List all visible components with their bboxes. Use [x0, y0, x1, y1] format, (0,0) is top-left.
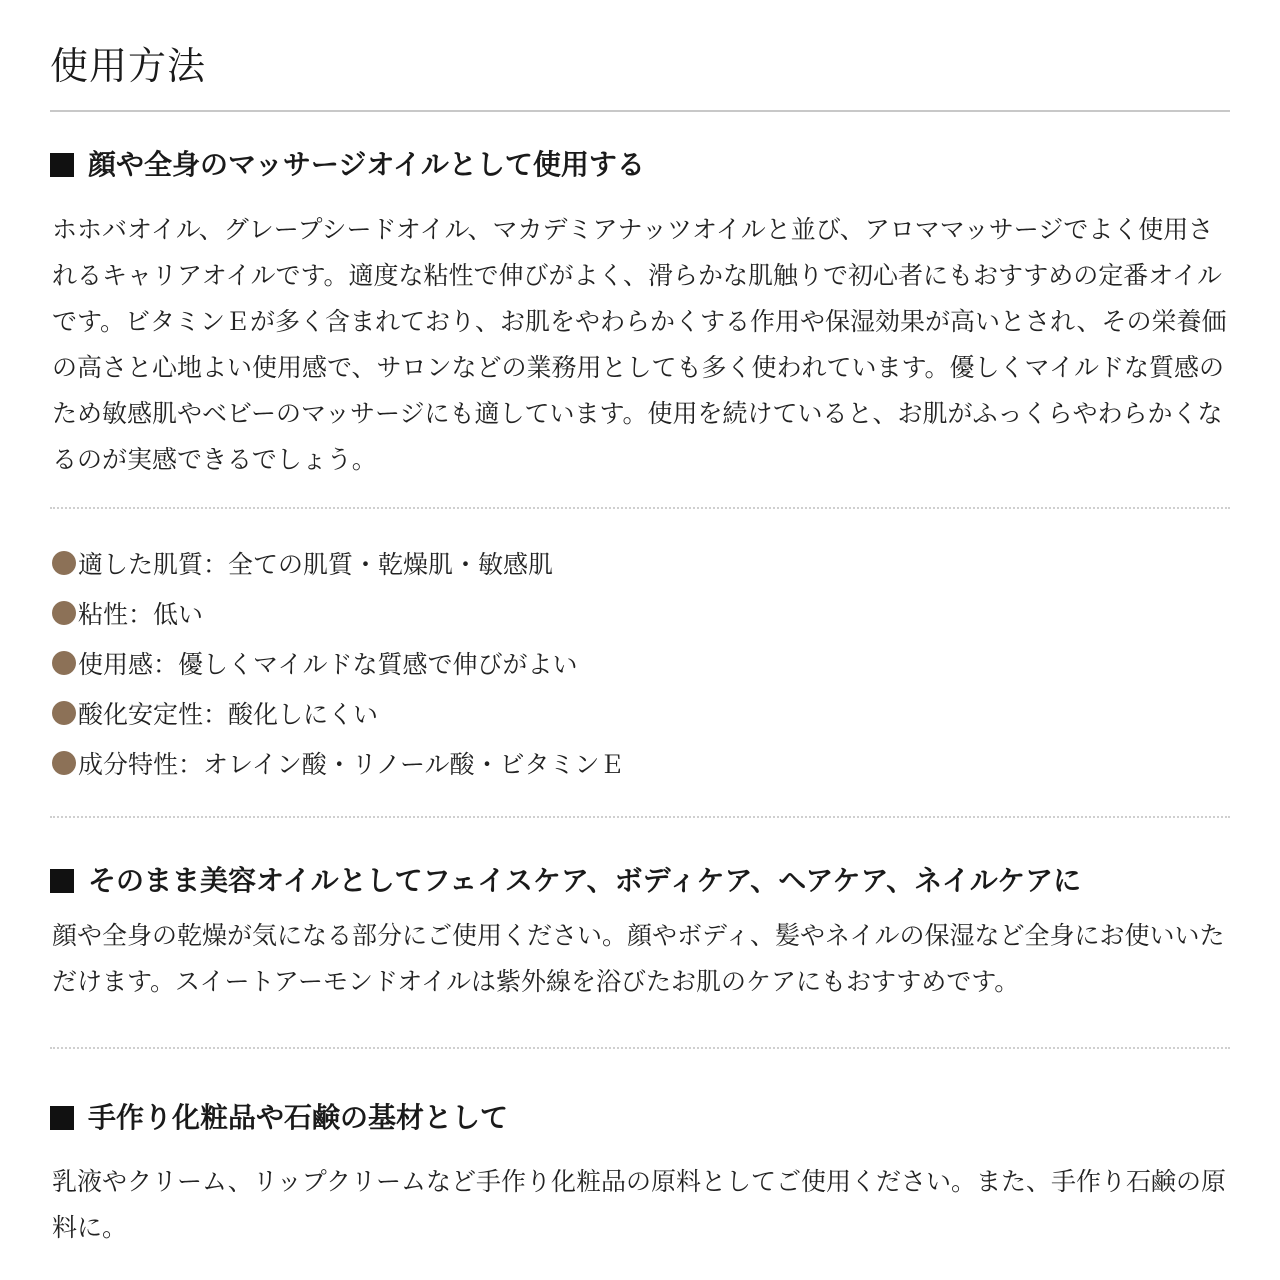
property-label: 使用感	[78, 650, 154, 679]
section-heading-handmade	[50, 1101, 508, 1135]
section-heading-text: 顔や全身のマッサージオイルとして使用する	[88, 148, 645, 181]
circle-bullet-icon	[52, 601, 76, 625]
property-value: 低い	[153, 600, 204, 629]
property-item-viscosity	[52, 588, 625, 638]
property-separator: ：	[178, 750, 204, 779]
dotted-divider	[50, 507, 1230, 509]
title-divider	[50, 110, 1230, 112]
section-body-massage: ホホバオイル、グレープシードオイル、マカデミアナッツオイルと並び、アロママッサージでよく使用されるキャリアオイルです。適度な粘性で伸びがよく、滑らかな肌触りで初心者にもおすすめの定番オイルです。ビタミンＥが多く含まれており、お肌をやわらかくする作用や保湿効果が高いとされ、その栄養価の高さと心地よい使用感で、サロンなどの業務用としても多く使われています。優しくマイルドな質感のため敏感肌やベビーのマッサージにも適しています。使用を続けていると、お肌がふっくらやわらかくなるのが実感できるでしょう。	[52, 215, 1227, 474]
section-heading-massage	[50, 148, 645, 182]
property-label: 適した肌質	[78, 550, 204, 579]
circle-bullet-icon	[52, 651, 76, 675]
property-item-skin-type	[52, 538, 625, 588]
oil-properties-list	[52, 538, 625, 788]
property-label: 粘性	[78, 600, 129, 629]
circle-bullet-icon	[52, 751, 76, 775]
section-heading-text: そのまま美容オイルとしてフェイスケア、ボディケア、ヘアケア、ネイルケアに	[88, 864, 1082, 897]
section-body-handmade: 乳液やクリーム、リップクリームなど手作り化粧品の原料としてご使用ください。また、手作り石鹸の原料に。	[52, 1167, 1227, 1242]
section-heading-text: 手作り化粧品や石鹸の基材として	[88, 1101, 509, 1134]
property-value: 酸化しにくい	[228, 700, 379, 729]
property-separator: ：	[203, 550, 229, 579]
property-separator: ：	[203, 700, 229, 729]
square-bullet-icon	[50, 869, 74, 893]
square-bullet-icon	[50, 1106, 74, 1130]
property-item-components	[52, 738, 625, 788]
property-value: 全ての肌質・乾燥肌・敏感肌	[228, 550, 554, 579]
dotted-divider	[50, 816, 1230, 818]
circle-bullet-icon	[52, 701, 76, 725]
square-bullet-icon	[50, 153, 74, 177]
dotted-divider	[50, 1047, 1230, 1049]
property-value: オレイン酸・リノール酸・ビタミンＥ	[203, 750, 625, 779]
page-title: 使用方法	[50, 44, 207, 88]
property-item-oxidation	[52, 688, 625, 738]
property-separator: ：	[128, 600, 154, 629]
section-heading-beauty-oil	[50, 864, 1081, 898]
property-value: 優しくマイルドな質感で伸びがよい	[178, 650, 578, 679]
property-label: 酸化安定性	[78, 700, 204, 729]
property-label: 成分特性	[78, 750, 179, 779]
property-item-feel	[52, 638, 625, 688]
section-body-beauty-oil: 顔や全身の乾燥が気になる部分にご使用ください。顔やボディ、髪やネイルの保湿など全身にお使いいただけます。スイートアーモンドオイルは紫外線を浴びたお肌のケアにもおすすめです。	[52, 921, 1225, 996]
circle-bullet-icon	[52, 551, 76, 575]
property-separator: ：	[153, 650, 179, 679]
